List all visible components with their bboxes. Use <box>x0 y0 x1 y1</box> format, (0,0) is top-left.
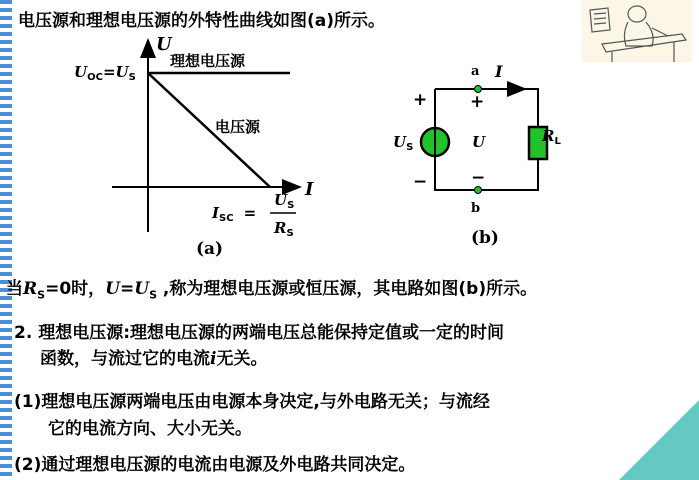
source-minus-sign: − <box>413 172 428 192</box>
circuit-wire <box>435 89 538 190</box>
load-resistor-label: $R_L$ <box>542 127 561 147</box>
isc-label: $I_{SC}$ = <box>212 204 257 224</box>
point-1-line-2: 它的电流方向、大小无关。 <box>48 419 252 439</box>
clipart-image <box>582 0 692 62</box>
source-voltage-label: $U_S$ <box>393 133 414 153</box>
node-b-label: b <box>471 201 481 216</box>
equals-sign: = <box>119 279 135 299</box>
u-axis-label: U <box>156 34 172 55</box>
fraction-denominator: $R_S$ <box>274 219 294 239</box>
definition-line-1: 2. 理想电压源:理想电压源的两端电压总能保持定值或一定的时间 <box>14 323 505 343</box>
statement-part-2: =0时， <box>45 279 106 299</box>
terminal-plus-sign: + <box>470 92 485 112</box>
current-label: I <box>495 62 503 81</box>
ideal-source-label: 理想电压源 <box>170 52 246 70</box>
terminal-minus-sign: − <box>471 168 486 188</box>
rs-subscript: S <box>37 288 46 302</box>
figure-b-circuit <box>395 55 565 255</box>
figure-a-caption: (a) <box>196 239 224 259</box>
figure-a-characteristic-curve <box>60 30 360 260</box>
uoc-label: $U_{OC}=U_S$ <box>74 63 136 83</box>
fraction-numerator: $U_S$ <box>274 191 295 211</box>
current-i-symbol: i <box>210 349 217 369</box>
point-1-line-1: (1)理想电压源两端电压由电源本身决定,与外电路无关；与流经 <box>14 392 490 412</box>
statement-part-3: ,称为理想电压源或恒压源，其电路如图(b)所示。 <box>157 279 538 299</box>
corner-decoration <box>619 400 699 480</box>
terminal-voltage-label: U <box>472 133 486 151</box>
us-symbol: U <box>134 279 150 299</box>
us-subscript: S <box>149 288 157 302</box>
i-axis-label: I <box>305 179 314 200</box>
point-2-line-1: (2)通过理想电压源的电流由电源及外电路共同决定。 <box>14 455 416 475</box>
left-stripe-decoration <box>0 0 12 480</box>
statement-part-1: 当 <box>6 279 23 299</box>
source-plus-sign: + <box>413 90 428 110</box>
node-a-label: a <box>471 64 480 79</box>
voltage-source-label: 电压源 <box>215 118 261 136</box>
definition-line-2 <box>40 344 267 369</box>
figure-b-caption: (b) <box>471 228 499 248</box>
definition-line-2-part-2: 无关。 <box>216 349 268 369</box>
ideal-condition-statement <box>6 274 537 301</box>
definition-line-2-part-1: 函数，与流过它的电流 <box>40 349 210 369</box>
rs-symbol: R <box>23 279 38 299</box>
u-symbol: U <box>105 279 120 299</box>
slide-title: 电压源和理想电压源的外特性曲线如图(a)所示。 <box>18 11 386 31</box>
